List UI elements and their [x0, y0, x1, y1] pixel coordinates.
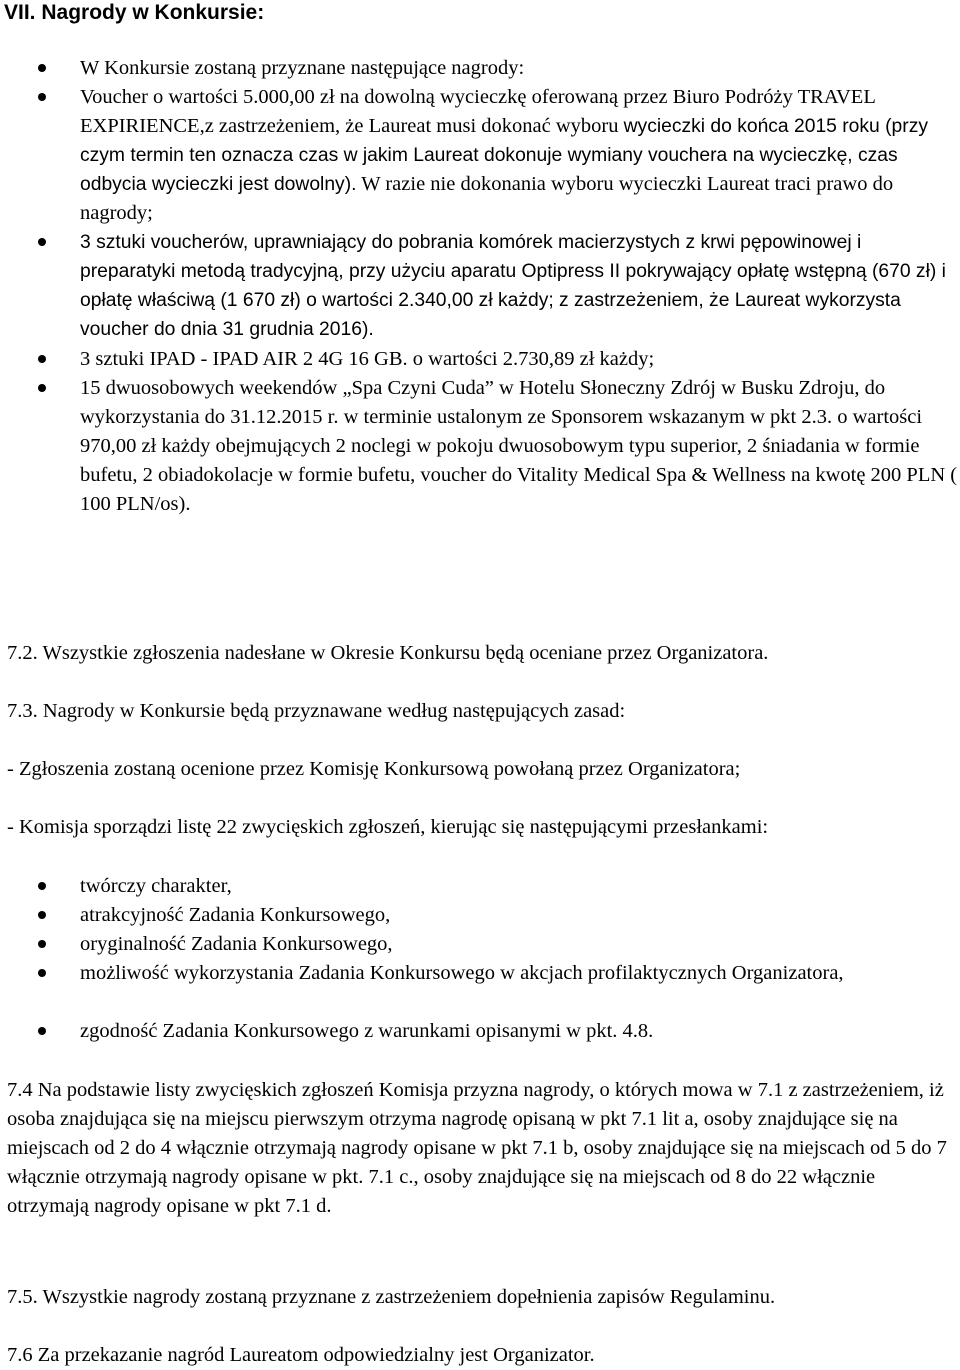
dash-item-commission: - Zgłoszenia zostaną ocenione przez Komisję Konkursową powołaną przez Organizatora; [7, 758, 741, 780]
voucher-text-sans: wycieczki do końca 2015 roku (przy czym termin ten oznacza czas w jakim Laureat dokonuje wymiany vouchera na wycieczkę, czas odbycia wycieczki jest dowolny). [80, 116, 928, 195]
list-item-text: zgodność Zadania Konkursowego z warunkami opisanymi w pkt. 4.8. [80, 1020, 654, 1042]
bullet-icon [38, 969, 46, 977]
dash-item-list: - Komisja sporządzi listę 22 zwycięskich zgłoszeń, kierując się następującymi przesłankami: [7, 816, 769, 838]
list-item-text: 15 dwuosobowych weekendów „Spa Czyni Cuda” w Hotelu Słoneczny Zdrój w Busku Zdroju, do wykorzystania do 31.12.2015 r. w terminie ustalonym ze Sponsorem wskazanym w pkt 2.3. o wartości 970,00 zł każdy obejmujących 2 noclegi w pokoju dwuosobowym typu superior, 2 śniadania w formie bufetu, 2 obiadokolacje w formie bufetu, voucher do Vitality Medical Spa & Wellness na kwotę 200 PLN ( 100 PLN/os). [80, 377, 958, 515]
paragraph-7-2: 7.2. Wszystkie zgłoszenia nadesłane w Okresie Konkursu będą oceniane przez Organizatora. [7, 642, 769, 664]
paragraph-7-6: 7.6 Za przekazanie nagród Laureatom odpowiedzialny jest Organizator. [7, 1344, 595, 1366]
list-item-text: 3 sztuki voucherów, uprawniający do pobrania komórek macierzystych z krwi pępowinowej i preparatyki metodą tradycyjną, przy użyciu aparatu Optipress II pokrywający opłatę wstępną (670 zł) i opłatę właściwą (1 670 zł) o wartości 2.340,00 zł każdy; z zastrzeżeniem, że Laureat wykorzysta voucher do dnia 31 grudnia 2016). [80, 232, 946, 340]
bullet-icon [38, 64, 46, 72]
bullet-icon [38, 940, 46, 948]
voucher-text-tail: W razie nie dokonania wyboru wycieczki Laureat traci prawo do nagrody; [80, 173, 894, 224]
section-title: VII. Nagrody w Konkursie: [4, 1, 265, 24]
bullet-icon [38, 1027, 46, 1035]
bullet-icon [38, 355, 46, 363]
bullet-icon [38, 238, 46, 246]
voucher-text-serif: Voucher o wartości 5.000,00 zł na dowolną wycieczkę oferowaną przez Biuro Podróży TRAVEL EXPIRIENCE,z zastrzeżeniem, że Laureat musi dokonać wyboru [80, 86, 876, 137]
bullet-icon [38, 384, 46, 392]
list-item-text: możliwość wykorzystania Zadania Konkursowego w akcjach profilaktycznych Organizatora, [80, 962, 844, 984]
bullet-icon [38, 911, 46, 919]
list-item-text: atrakcyjność Zadania Konkursowego, [80, 904, 391, 926]
list-item-text: oryginalność Zadania Konkursowego, [80, 933, 393, 955]
list-item-text: W Konkursie zostaną przyznane następujące nagrody: [80, 57, 525, 79]
bullet-icon [38, 93, 46, 101]
paragraph-7-4: 7.4 Na podstawie listy zwycięskich zgłoszeń Komisja przyzna nagrody, o których mowa w 7.1 z zastrzeżeniem, iż osoba znajdująca się na miejscu pierwszym otrzyma nagrodę opisaną w pkt 7.1 lit a, osoby znajdujące się na miejscach od 2 do 4 włącznie otrzymają nagrody opisane w pkt 7.1 b, osoby znajdujące się na miejscach od 5 do 7 włącznie otrzymają nagrody opisane w pkt. 7.1 c., osoby znajdujące się na miejscach od 8 do 22 włącznie otrzymają nagrody opisane w pkt 7.1 d. [7, 1079, 947, 1217]
list-item-text: 3 sztuki IPAD - IPAD AIR 2 4G 16 GB. o wartości 2.730,89 zł każdy; [80, 348, 655, 370]
bullet-icon [38, 882, 46, 890]
list-item-text [80, 83, 960, 228]
paragraph-7-3: 7.3. Nagrody w Konkursie będą przyznawane według następujących zasad: [7, 700, 626, 722]
list-item-text: twórczy charakter, [80, 875, 232, 897]
paragraph-7-5: 7.5. Wszystkie nagrody zostaną przyznane z zastrzeżeniem dopełnienia zapisów Regulaminu. [7, 1286, 776, 1308]
